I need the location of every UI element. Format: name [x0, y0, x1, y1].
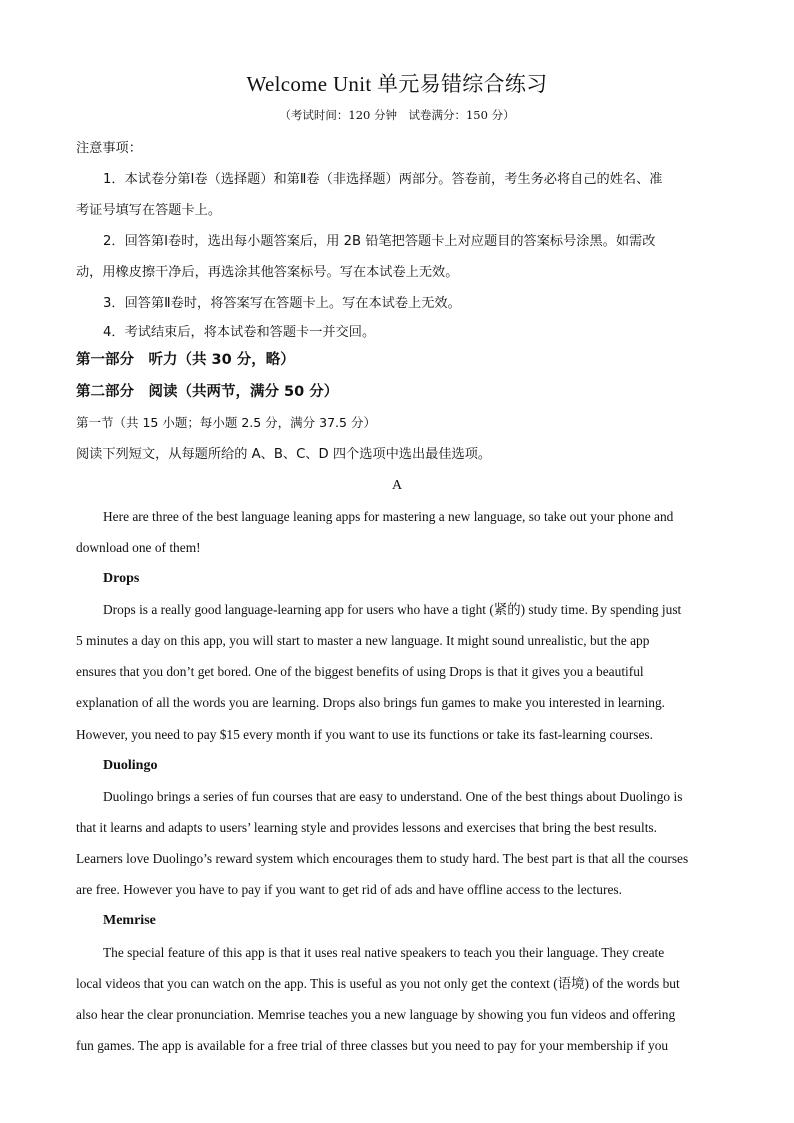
passage-label: A — [391, 478, 403, 493]
reading-instruction: 阅读下列短文，从每题所给的 A、B、C、D 四个选项中选出最佳选项。 — [76, 447, 492, 462]
passage-line: also hear the clear pronunciation. Memrise teaches you a new language by showing you fun videos and offering — [76, 1007, 676, 1022]
exam-info: （考试时间：120 分钟 试卷满分：150 分） — [279, 108, 515, 122]
notice-heading: 注意事项： — [76, 141, 142, 156]
notice-item: 1．本试卷分第Ⅰ卷（选择题）和第Ⅱ卷（非选择题）两部分。答卷前，考生务必将自己的姓名、准 — [103, 172, 663, 187]
passage-line: fun games. The app is available for a free trial of three classes but you need to pay for your membership if you — [76, 1038, 669, 1053]
passage-line: The special feature of this app is that it uses real native speakers to teach you their language. They create — [103, 945, 665, 960]
notice-item: 3．回答第Ⅱ卷时，将答案写在答题卡上。写在本试卷上无效。 — [103, 296, 461, 311]
notice-item: 考证号填写在答题卡上。 — [76, 203, 222, 218]
notice-item: 2．回答第Ⅰ卷时，选出每小题答案后，用 2B 铅笔把答题卡上对应题目的答案标号涂黑。如需改 — [103, 234, 656, 249]
part-two-heading: 第二部分 阅读（共两节，满分 50 分） — [76, 384, 339, 400]
app-heading-duolingo: Duolingo — [103, 758, 158, 773]
passage-line: Here are three of the best language leaning apps for mastering a new language, so take out your phone and — [103, 509, 674, 524]
passage-line: 5 minutes a day on this app, you will start to master a new language. It might sound unrealistic, but the app — [76, 633, 650, 648]
passage-line: ensures that you don’t get bored. One of the biggest benefits of using Drops is that it gives you a beautiful — [76, 664, 644, 679]
passage-line: are free. However you have to pay if you want to get rid of ads and have offline access to the lectures. — [76, 882, 622, 897]
page-title: Welcome Unit 单元易错综合练习 — [246, 72, 548, 96]
passage-line: Duolingo brings a series of fun courses that are easy to understand. One of the best things about Duolingo is — [103, 789, 683, 804]
passage-line: download one of them! — [76, 540, 201, 555]
passage-line: Learners love Duolingo’s reward system which encourages them to study hard. The best part is that all the courses — [76, 851, 689, 866]
passage-line: Drops is a really good language-learning app for users who have a tight (紧的) study time. By spending just — [103, 602, 682, 617]
app-heading-drops: Drops — [103, 571, 140, 586]
part-one-heading: 第一部分 听力（共 30 分，略） — [76, 352, 295, 368]
passage-line: However, you need to pay $15 every month if you want to use its functions or take its fast-learning courses. — [76, 727, 653, 742]
passage-line: explanation of all the words you are learning. Drops also brings fun games to make you interested in learning. — [76, 695, 666, 710]
section-one-heading: 第一节（共 15 小题；每小题 2.5 分，满分 37.5 分） — [76, 415, 376, 430]
notice-item: 4．考试结束后，将本试卷和答题卡一并交回。 — [103, 325, 376, 340]
app-heading-memrise: Memrise — [103, 913, 156, 928]
notice-item: 动，用橡皮擦干净后，再选涂其他答案标号。写在本试卷上无效。 — [76, 265, 459, 280]
passage-line: local videos that you can watch on the app. This is useful as you not only get the context (语境) of the words but — [76, 976, 680, 991]
passage-line: that it learns and adapts to users’ learning style and provides lessons and exercises that bring the best results. — [76, 820, 657, 835]
